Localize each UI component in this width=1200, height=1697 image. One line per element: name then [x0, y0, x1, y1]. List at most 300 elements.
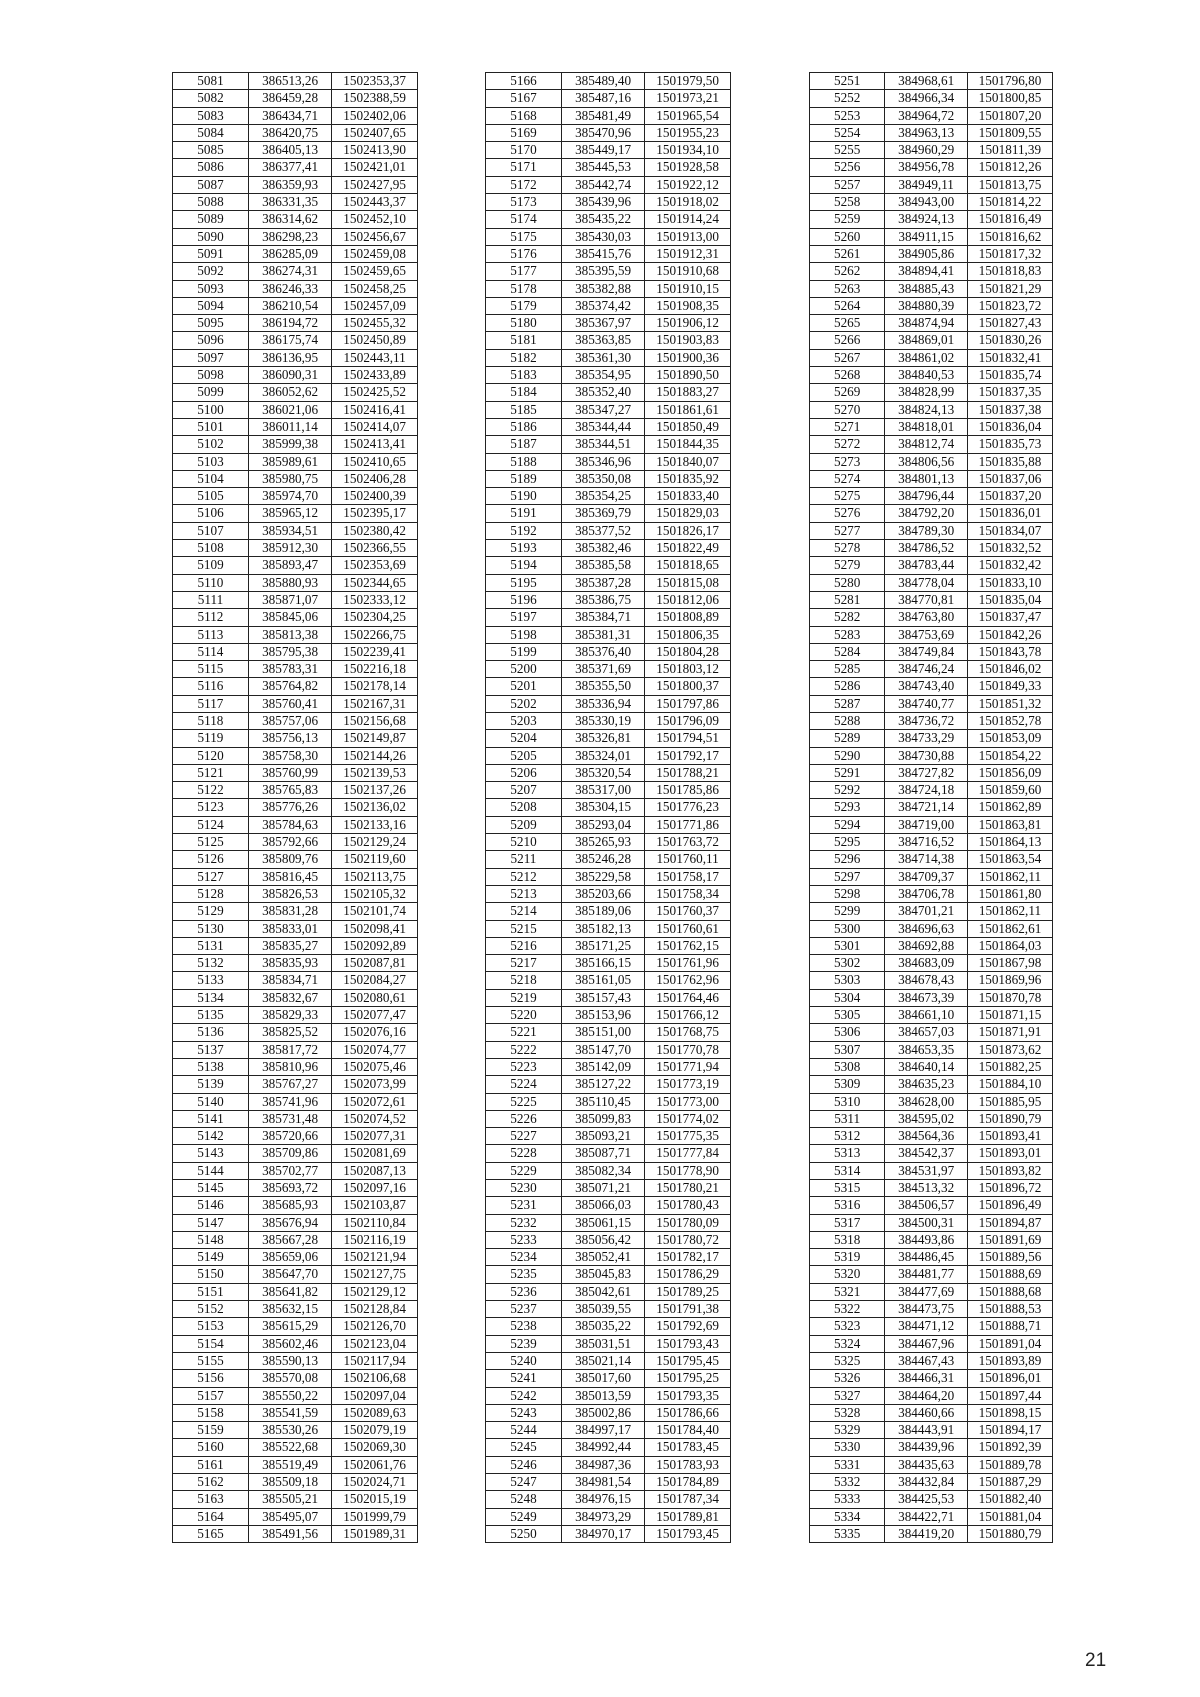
y-coordinate-cell: 1501770,78 — [645, 1041, 731, 1058]
table-row — [173, 297, 418, 314]
table-row — [173, 1076, 418, 1093]
y-coordinate-cell: 1501965,54 — [645, 107, 731, 124]
x-coordinate-cell: 385336,94 — [561, 695, 644, 712]
table-row — [810, 1093, 1053, 1110]
table-row — [486, 1387, 731, 1404]
y-coordinate-cell: 1501816,62 — [967, 228, 1052, 245]
y-coordinate-cell: 1501906,12 — [645, 315, 731, 332]
y-coordinate-cell: 1502119,60 — [332, 851, 418, 868]
point-number-cell: 5109 — [173, 557, 249, 574]
y-coordinate-cell: 1501989,31 — [332, 1525, 418, 1542]
x-coordinate-cell: 384493,86 — [885, 1231, 968, 1248]
table-row — [486, 159, 731, 176]
y-coordinate-cell: 1501955,23 — [645, 124, 731, 141]
table-row — [810, 505, 1053, 522]
y-coordinate-cell: 1501835,74 — [967, 367, 1052, 384]
table-row — [810, 1404, 1053, 1421]
table-row — [486, 384, 731, 401]
table-row — [486, 194, 731, 211]
x-coordinate-cell: 385826,53 — [248, 885, 331, 902]
table-row — [173, 1041, 418, 1058]
x-coordinate-cell: 384763,80 — [885, 609, 968, 626]
x-coordinate-cell: 385363,85 — [561, 332, 644, 349]
x-coordinate-cell: 384792,20 — [885, 505, 968, 522]
x-coordinate-cell: 385395,59 — [561, 263, 644, 280]
y-coordinate-cell: 1502380,42 — [332, 522, 418, 539]
x-coordinate-cell: 385045,83 — [561, 1266, 644, 1283]
table-row — [173, 73, 418, 90]
table-row — [486, 297, 731, 314]
y-coordinate-cell: 1501863,81 — [967, 816, 1052, 833]
y-coordinate-cell: 1501898,15 — [967, 1404, 1052, 1421]
point-number-cell: 5328 — [810, 1404, 885, 1421]
table-row — [810, 1283, 1053, 1300]
point-number-cell: 5194 — [486, 557, 562, 574]
table-row — [173, 107, 418, 124]
y-coordinate-cell: 1501789,81 — [645, 1508, 731, 1525]
point-number-cell: 5332 — [810, 1474, 885, 1491]
point-number-cell: 5137 — [173, 1041, 249, 1058]
point-number-cell: 5307 — [810, 1041, 885, 1058]
table-row — [810, 1352, 1053, 1369]
y-coordinate-cell: 1502455,32 — [332, 315, 418, 332]
table-row — [173, 1525, 418, 1542]
x-coordinate-cell: 384678,43 — [885, 972, 968, 989]
point-number-cell: 5085 — [173, 142, 249, 159]
table-row — [486, 1076, 731, 1093]
y-coordinate-cell: 1501762,15 — [645, 937, 731, 954]
x-coordinate-cell: 386136,95 — [248, 349, 331, 366]
point-number-cell: 5207 — [486, 782, 562, 799]
point-number-cell: 5198 — [486, 626, 562, 643]
point-number-cell: 5193 — [486, 540, 562, 557]
table-row — [173, 799, 418, 816]
y-coordinate-cell: 1501764,46 — [645, 989, 731, 1006]
x-coordinate-cell: 384701,21 — [885, 903, 968, 920]
y-coordinate-cell: 1502416,41 — [332, 401, 418, 418]
y-coordinate-cell: 1502443,37 — [332, 194, 418, 211]
x-coordinate-cell: 385087,71 — [561, 1145, 644, 1162]
x-coordinate-cell: 385142,09 — [561, 1058, 644, 1075]
point-number-cell: 5139 — [173, 1076, 249, 1093]
point-number-cell: 5256 — [810, 159, 885, 176]
y-coordinate-cell: 1501776,23 — [645, 799, 731, 816]
y-coordinate-cell: 1502167,31 — [332, 695, 418, 712]
table-row — [173, 1387, 418, 1404]
table-row — [810, 1491, 1053, 1508]
point-number-cell: 5294 — [810, 816, 885, 833]
x-coordinate-cell: 385615,29 — [248, 1318, 331, 1335]
point-number-cell: 5171 — [486, 159, 562, 176]
y-coordinate-cell: 1501934,10 — [645, 142, 731, 159]
point-number-cell: 5091 — [173, 245, 249, 262]
y-coordinate-cell: 1502081,69 — [332, 1145, 418, 1162]
table-row — [810, 1180, 1053, 1197]
y-coordinate-cell: 1501758,17 — [645, 868, 731, 885]
y-coordinate-cell: 1501913,00 — [645, 228, 731, 245]
y-coordinate-cell: 1502097,16 — [332, 1180, 418, 1197]
point-number-cell: 5175 — [486, 228, 562, 245]
table-row — [486, 522, 731, 539]
x-coordinate-cell: 386314,62 — [248, 211, 331, 228]
point-number-cell: 5184 — [486, 384, 562, 401]
x-coordinate-cell: 384894,41 — [885, 263, 968, 280]
point-number-cell: 5167 — [486, 90, 562, 107]
y-coordinate-cell: 1501840,07 — [645, 453, 731, 470]
x-coordinate-cell: 385757,06 — [248, 712, 331, 729]
point-number-cell: 5329 — [810, 1422, 885, 1439]
y-coordinate-cell: 1501760,37 — [645, 903, 731, 920]
y-coordinate-cell: 1501774,02 — [645, 1110, 731, 1127]
y-coordinate-cell: 1501793,43 — [645, 1335, 731, 1352]
table-row — [173, 488, 418, 505]
x-coordinate-cell: 385829,33 — [248, 1007, 331, 1024]
table-row — [486, 1145, 731, 1162]
point-number-cell: 5263 — [810, 280, 885, 297]
y-coordinate-cell: 1501773,19 — [645, 1076, 731, 1093]
table-row — [810, 626, 1053, 643]
table-row — [810, 747, 1053, 764]
x-coordinate-cell: 385825,52 — [248, 1024, 331, 1041]
x-coordinate-cell: 385110,45 — [561, 1093, 644, 1110]
point-number-cell: 5323 — [810, 1318, 885, 1335]
y-coordinate-cell: 1501826,17 — [645, 522, 731, 539]
x-coordinate-cell: 385720,66 — [248, 1128, 331, 1145]
y-coordinate-cell: 1501861,80 — [967, 885, 1052, 902]
y-coordinate-cell: 1501903,83 — [645, 332, 731, 349]
x-coordinate-cell: 385367,97 — [561, 315, 644, 332]
y-coordinate-cell: 1501780,43 — [645, 1197, 731, 1214]
x-coordinate-cell: 384531,97 — [885, 1162, 968, 1179]
point-number-cell: 5143 — [173, 1145, 249, 1162]
point-number-cell: 5126 — [173, 851, 249, 868]
y-coordinate-cell: 1501795,25 — [645, 1370, 731, 1387]
x-coordinate-cell: 384635,23 — [885, 1076, 968, 1093]
y-coordinate-cell: 1501835,73 — [967, 436, 1052, 453]
point-number-cell: 5231 — [486, 1197, 562, 1214]
y-coordinate-cell: 1501888,53 — [967, 1301, 1052, 1318]
table-row — [486, 263, 731, 280]
x-coordinate-cell: 385056,42 — [561, 1231, 644, 1248]
x-coordinate-cell: 385741,96 — [248, 1093, 331, 1110]
table-row — [173, 1180, 418, 1197]
point-number-cell: 5161 — [173, 1456, 249, 1473]
y-coordinate-cell: 1501884,10 — [967, 1076, 1052, 1093]
x-coordinate-cell: 385039,55 — [561, 1301, 644, 1318]
point-number-cell: 5216 — [486, 937, 562, 954]
point-number-cell: 5130 — [173, 920, 249, 937]
y-coordinate-cell: 1501836,01 — [967, 505, 1052, 522]
point-number-cell: 5295 — [810, 834, 885, 851]
y-coordinate-cell: 1502266,75 — [332, 626, 418, 643]
y-coordinate-cell: 1501888,71 — [967, 1318, 1052, 1335]
x-coordinate-cell: 385369,79 — [561, 505, 644, 522]
point-number-cell: 5163 — [173, 1491, 249, 1508]
point-number-cell: 5084 — [173, 124, 249, 141]
x-coordinate-cell: 384467,43 — [885, 1352, 968, 1369]
x-coordinate-cell: 384861,02 — [885, 349, 968, 366]
y-coordinate-cell: 1501804,28 — [645, 643, 731, 660]
table-row — [486, 1301, 731, 1318]
y-coordinate-cell: 1501893,82 — [967, 1162, 1052, 1179]
point-number-cell: 5254 — [810, 124, 885, 141]
x-coordinate-cell: 385449,17 — [561, 142, 644, 159]
table-row — [810, 989, 1053, 1006]
table-row — [173, 937, 418, 954]
table-row — [486, 1058, 731, 1075]
table-row — [486, 972, 731, 989]
x-coordinate-cell: 384749,84 — [885, 643, 968, 660]
x-coordinate-cell: 385385,58 — [561, 557, 644, 574]
x-coordinate-cell: 384733,29 — [885, 730, 968, 747]
y-coordinate-cell: 1501849,33 — [967, 678, 1052, 695]
x-coordinate-cell: 386021,06 — [248, 401, 331, 418]
table-row — [173, 591, 418, 608]
y-coordinate-cell: 1502459,08 — [332, 245, 418, 262]
point-number-cell: 5113 — [173, 626, 249, 643]
table-row — [173, 1456, 418, 1473]
y-coordinate-cell: 1501800,37 — [645, 678, 731, 695]
point-number-cell: 5087 — [173, 176, 249, 193]
point-number-cell: 5211 — [486, 851, 562, 868]
x-coordinate-cell: 384683,09 — [885, 955, 968, 972]
x-coordinate-cell: 386175,74 — [248, 332, 331, 349]
x-coordinate-cell: 384595,02 — [885, 1110, 968, 1127]
table-row — [486, 955, 731, 972]
table-row — [173, 124, 418, 141]
table-row — [173, 885, 418, 902]
x-coordinate-cell: 385760,41 — [248, 695, 331, 712]
y-coordinate-cell: 1501910,68 — [645, 263, 731, 280]
y-coordinate-cell: 1502413,90 — [332, 142, 418, 159]
x-coordinate-cell: 385816,45 — [248, 868, 331, 885]
x-coordinate-cell: 385326,81 — [561, 730, 644, 747]
point-number-cell: 5108 — [173, 540, 249, 557]
x-coordinate-cell: 385386,75 — [561, 591, 644, 608]
table-row — [173, 764, 418, 781]
point-number-cell: 5334 — [810, 1508, 885, 1525]
x-coordinate-cell: 385602,46 — [248, 1335, 331, 1352]
x-coordinate-cell: 385153,96 — [561, 1007, 644, 1024]
table-row — [486, 280, 731, 297]
x-coordinate-cell: 384466,31 — [885, 1370, 968, 1387]
point-number-cell: 5297 — [810, 868, 885, 885]
x-coordinate-cell: 384714,38 — [885, 851, 968, 868]
y-coordinate-cell: 1501830,26 — [967, 332, 1052, 349]
point-number-cell: 5107 — [173, 522, 249, 539]
x-coordinate-cell: 384419,20 — [885, 1525, 968, 1542]
table-row — [486, 712, 731, 729]
x-coordinate-cell: 385795,38 — [248, 643, 331, 660]
y-coordinate-cell: 1502077,31 — [332, 1128, 418, 1145]
y-coordinate-cell: 1502216,18 — [332, 661, 418, 678]
x-coordinate-cell: 385893,47 — [248, 557, 331, 574]
point-number-cell: 5148 — [173, 1231, 249, 1248]
x-coordinate-cell: 385445,53 — [561, 159, 644, 176]
point-number-cell: 5225 — [486, 1093, 562, 1110]
y-coordinate-cell: 1501796,09 — [645, 712, 731, 729]
y-coordinate-cell: 1501800,85 — [967, 90, 1052, 107]
y-coordinate-cell: 1502425,52 — [332, 384, 418, 401]
y-coordinate-cell: 1501768,75 — [645, 1024, 731, 1041]
point-number-cell: 5188 — [486, 453, 562, 470]
table-row — [810, 1266, 1053, 1283]
point-number-cell: 5232 — [486, 1214, 562, 1231]
table-row — [810, 643, 1053, 660]
table-row — [173, 695, 418, 712]
point-number-cell: 5282 — [810, 609, 885, 626]
table-row — [486, 747, 731, 764]
point-number-cell: 5121 — [173, 764, 249, 781]
table-row — [173, 747, 418, 764]
table-row — [173, 1439, 418, 1456]
point-number-cell: 5272 — [810, 436, 885, 453]
table-row — [173, 955, 418, 972]
table-row — [173, 453, 418, 470]
point-number-cell: 5092 — [173, 263, 249, 280]
point-number-cell: 5196 — [486, 591, 562, 608]
point-number-cell: 5145 — [173, 1180, 249, 1197]
point-number-cell: 5322 — [810, 1301, 885, 1318]
table-row — [486, 245, 731, 262]
table-row — [173, 868, 418, 885]
point-number-cell: 5142 — [173, 1128, 249, 1145]
y-coordinate-cell: 1501778,90 — [645, 1162, 731, 1179]
point-number-cell: 5112 — [173, 609, 249, 626]
y-coordinate-cell: 1502366,55 — [332, 540, 418, 557]
table-row — [810, 609, 1053, 626]
y-coordinate-cell: 1502406,28 — [332, 470, 418, 487]
y-coordinate-cell: 1501887,29 — [967, 1474, 1052, 1491]
point-number-cell: 5183 — [486, 367, 562, 384]
point-number-cell: 5296 — [810, 851, 885, 868]
x-coordinate-cell: 384706,78 — [885, 885, 968, 902]
point-number-cell: 5176 — [486, 245, 562, 262]
table-row — [810, 176, 1053, 193]
y-coordinate-cell: 1502407,65 — [332, 124, 418, 141]
table-row — [810, 1370, 1053, 1387]
point-number-cell: 5111 — [173, 591, 249, 608]
y-coordinate-cell: 1501837,35 — [967, 384, 1052, 401]
point-number-cell: 5311 — [810, 1110, 885, 1127]
y-coordinate-cell: 1501808,89 — [645, 609, 731, 626]
table-row — [173, 505, 418, 522]
y-coordinate-cell: 1501896,49 — [967, 1197, 1052, 1214]
y-coordinate-cell: 1502144,26 — [332, 747, 418, 764]
x-coordinate-cell: 384471,12 — [885, 1318, 968, 1335]
x-coordinate-cell: 385382,88 — [561, 280, 644, 297]
x-coordinate-cell: 385835,27 — [248, 937, 331, 954]
point-number-cell: 5271 — [810, 418, 885, 435]
table-row — [486, 730, 731, 747]
x-coordinate-cell: 386246,33 — [248, 280, 331, 297]
y-coordinate-cell: 1502133,16 — [332, 816, 418, 833]
point-number-cell: 5147 — [173, 1214, 249, 1231]
y-coordinate-cell: 1502072,61 — [332, 1093, 418, 1110]
point-number-cell: 5090 — [173, 228, 249, 245]
table-row — [486, 920, 731, 937]
y-coordinate-cell: 1501784,89 — [645, 1474, 731, 1491]
x-coordinate-cell: 386513,26 — [248, 73, 331, 90]
point-number-cell: 5200 — [486, 661, 562, 678]
y-coordinate-cell: 1502126,70 — [332, 1318, 418, 1335]
y-coordinate-cell: 1501892,39 — [967, 1439, 1052, 1456]
x-coordinate-cell: 385693,72 — [248, 1180, 331, 1197]
y-coordinate-cell: 1502129,12 — [332, 1283, 418, 1300]
y-coordinate-cell: 1501771,94 — [645, 1058, 731, 1075]
table-row — [486, 107, 731, 124]
y-coordinate-cell: 1502410,65 — [332, 453, 418, 470]
point-number-cell: 5089 — [173, 211, 249, 228]
point-number-cell: 5180 — [486, 315, 562, 332]
point-number-cell: 5249 — [486, 1508, 562, 1525]
y-coordinate-cell: 1501882,40 — [967, 1491, 1052, 1508]
point-number-cell: 5096 — [173, 332, 249, 349]
table-row — [810, 730, 1053, 747]
y-coordinate-cell: 1501814,22 — [967, 194, 1052, 211]
y-coordinate-cell: 1502069,30 — [332, 1439, 418, 1456]
y-coordinate-cell: 1501894,87 — [967, 1214, 1052, 1231]
y-coordinate-cell: 1502137,26 — [332, 782, 418, 799]
x-coordinate-cell: 386434,71 — [248, 107, 331, 124]
x-coordinate-cell: 385641,82 — [248, 1283, 331, 1300]
x-coordinate-cell: 385415,76 — [561, 245, 644, 262]
table-row — [173, 1335, 418, 1352]
x-coordinate-cell: 385147,70 — [561, 1041, 644, 1058]
x-coordinate-cell: 384661,10 — [885, 1007, 968, 1024]
point-number-cell: 5314 — [810, 1162, 885, 1179]
x-coordinate-cell: 384924,13 — [885, 211, 968, 228]
y-coordinate-cell: 1501761,96 — [645, 955, 731, 972]
point-number-cell: 5316 — [810, 1197, 885, 1214]
y-coordinate-cell: 1502097,04 — [332, 1387, 418, 1404]
table-row — [486, 1041, 731, 1058]
y-coordinate-cell: 1501979,50 — [645, 73, 731, 90]
y-coordinate-cell: 1501893,41 — [967, 1128, 1052, 1145]
x-coordinate-cell: 386090,31 — [248, 367, 331, 384]
table-row — [486, 868, 731, 885]
x-coordinate-cell: 385354,95 — [561, 367, 644, 384]
table-row — [486, 1197, 731, 1214]
table-row — [810, 245, 1053, 262]
y-coordinate-cell: 1501786,29 — [645, 1266, 731, 1283]
y-coordinate-cell: 1501760,61 — [645, 920, 731, 937]
point-number-cell: 5300 — [810, 920, 885, 937]
x-coordinate-cell: 385489,40 — [561, 73, 644, 90]
x-coordinate-cell: 385809,76 — [248, 851, 331, 868]
x-coordinate-cell: 384963,13 — [885, 124, 968, 141]
point-number-cell: 5335 — [810, 1525, 885, 1542]
point-number-cell: 5220 — [486, 1007, 562, 1024]
point-number-cell: 5252 — [810, 90, 885, 107]
y-coordinate-cell: 1502129,24 — [332, 834, 418, 851]
table-row — [173, 1283, 418, 1300]
y-coordinate-cell: 1501891,04 — [967, 1335, 1052, 1352]
table-row — [810, 1024, 1053, 1041]
table-row — [810, 678, 1053, 695]
table-row — [486, 1024, 731, 1041]
x-coordinate-cell: 385344,44 — [561, 418, 644, 435]
table-row — [486, 1352, 731, 1369]
table-row — [486, 540, 731, 557]
table-row — [486, 211, 731, 228]
point-number-cell: 5273 — [810, 453, 885, 470]
point-number-cell: 5250 — [486, 1525, 562, 1542]
table-row — [486, 73, 731, 90]
y-coordinate-cell: 1501922,12 — [645, 176, 731, 193]
x-coordinate-cell: 386274,31 — [248, 263, 331, 280]
x-coordinate-cell: 385530,26 — [248, 1422, 331, 1439]
